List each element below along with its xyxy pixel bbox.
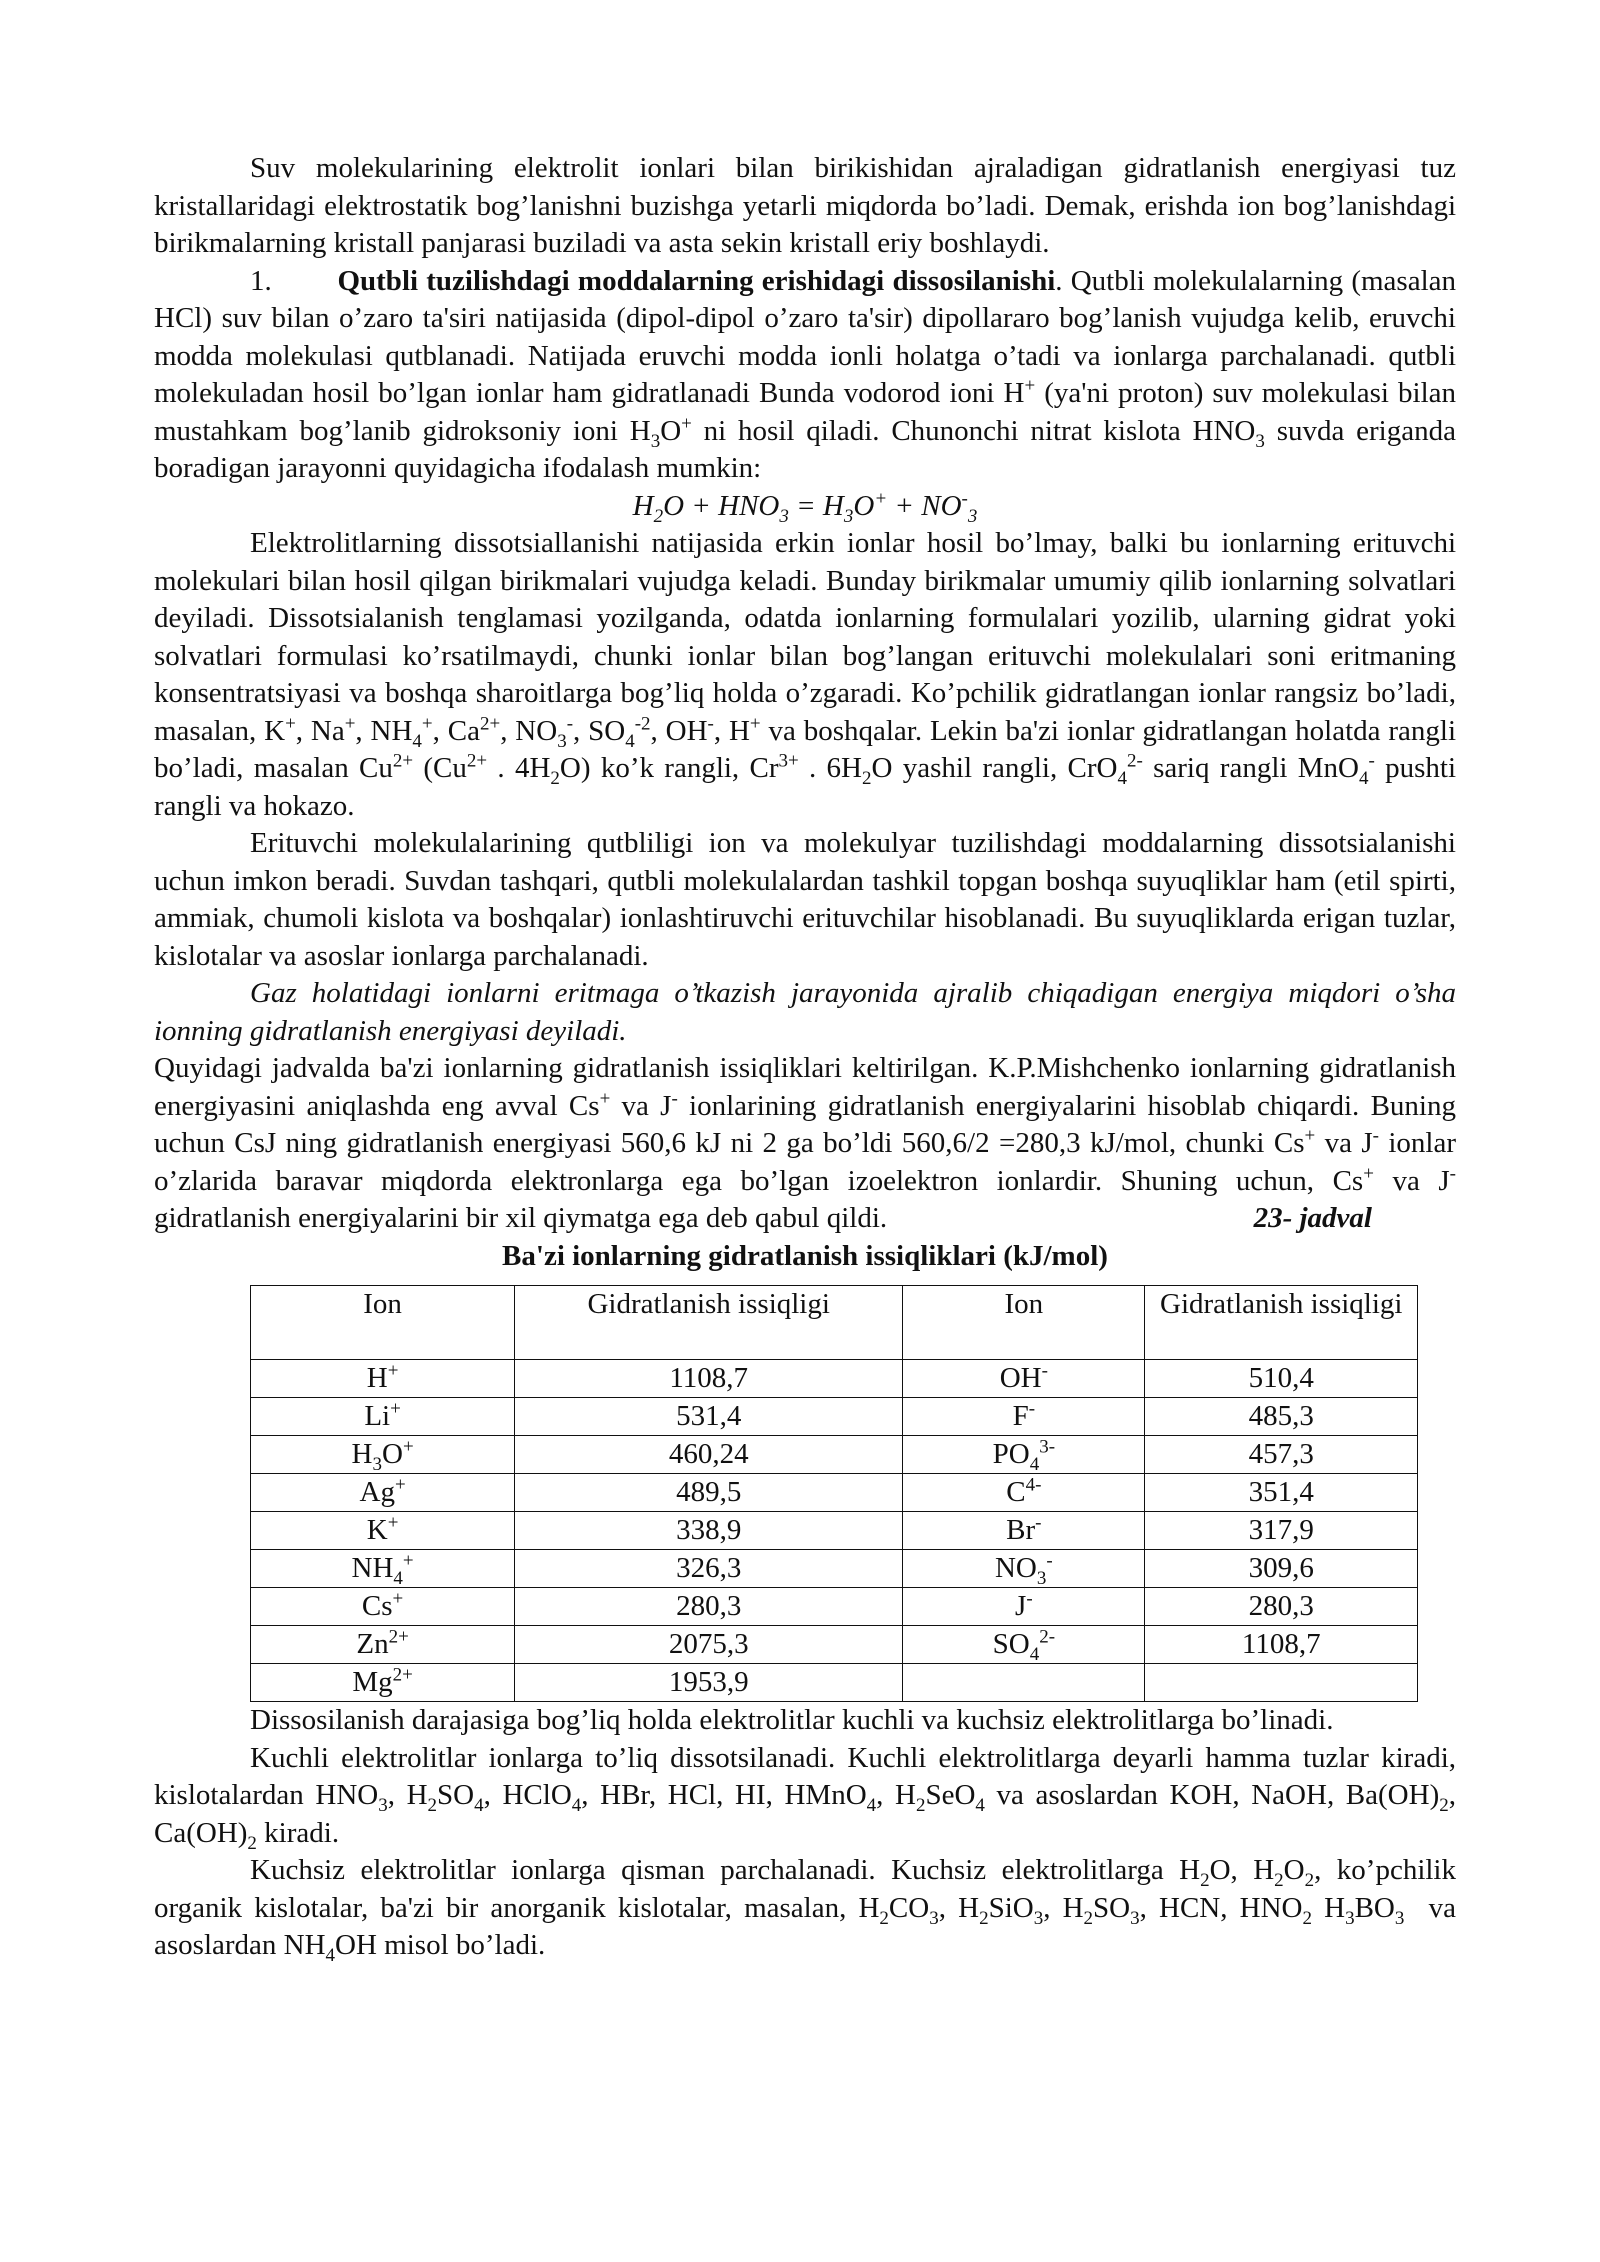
value-cell: 317,9 [1145,1512,1418,1550]
ion-cell: J- [903,1588,1145,1626]
ion-cell [903,1664,1145,1702]
value-cell: 531,4 [515,1398,903,1436]
solvates-text-c: O) ko’k rangli, Cr [559,752,779,784]
mishchenko-text-e: va J [1373,1164,1450,1197]
table-title: Ba'zi ionlarning gidratlanish issiqliklari (kJ/mol) [502,1239,1108,1272]
weak-text-c: OH misol bo’ladi. [335,1929,546,1961]
ion-cell: $NO_3^-$ [903,1550,1145,1588]
ion-cell: $C^{4-}$ [903,1474,1145,1512]
value-cell: 2075,3 [515,1626,903,1664]
mishchenko-text-f: gidratlanish energiyalarini bir xil qiymatga ega deb qabul qildi. [154,1202,888,1234]
mishchenko-text-c: ionlarining gidratlanish energiyalarini hisoblab chiqardi. Buning uchun CsJ ning gidratlanish energiyasi 560,6 kJ ni 2 ga bo’ldi 560,6/2 =280,3 kJ/mol, chunki Cs [154,1089,1456,1159]
definition-hydration-energy: Gaz holatidagi ionlarni eritmaga o’tkazish jarayonida ajralib chiqadigan energiya miqdori o’sha ionning gidratlanish energiyasi deyiladi. [154,977,1456,1047]
weak-text-b: ko’pchilik organik kislotalar, ba'zi bir anorganik kislotalar, masalan, H [154,1854,1456,1924]
mishchenko-text-a: Quyidagi jadvalda ba'zi ionlarning gidratlanish issiqliklari keltirilgan. K.P.Mishchenko ionlarning gidratlanish energiyasini aniqlashda eng avval Cs [154,1052,1456,1122]
ion-cell: $SO_4^{2-}$ [903,1626,1145,1664]
solvates-text-d: O yashil rangli, CrO [871,752,1118,784]
hydration-heat-table [250,1285,1418,1702]
value-cell: 338,9 [515,1512,903,1550]
table-row [251,1588,1418,1626]
paragraph-hydration-energy: Suv molekularining elektrolit ionlari bilan birikishidan ajraladigan gidratlanish energiyasi tuz kristallaridagi elektrostatik bog’lanishni buzishga yetarli miqdorda bo’ladi. Demak, erishda ion bog’lanishdagi birikmalarning kristall panjarasi buziladi va asta sekin kristall eriy boshlaydi. [154,152,1456,259]
paragraph-ionizing-solvents: Erituvchi molekulalarining qutbliligi ion va molekulyar tuzilishdagi moddalarning dissotsialanishi uchun imkon beradi. Suvdan tashqari, qutbli molekulalardan tashkil topgan boshqa suyuqliklar ham (etil spirti, ammiak, chumoli kislota va boshqalar) ionlashtiruvchi erituvchilar hisoblanadi. Bu suyuqliklarda erigan tuzlar, kislotalar va asoslar ionlarga parchalanadi. [154,827,1456,972]
header-ion-left: Ion [251,1286,515,1360]
ion-cell: F- [903,1398,1145,1436]
point-number: 1. [250,264,272,297]
table-row [251,1360,1418,1398]
value-cell: 280,3 [515,1588,903,1626]
paragraph-strong-electrolytes: Kuchli elektrolitlar ionlarga to’liq dissotsilanadi. Kuchli elektrolitlarga deyarli hamma tuzlar kiradi, kislotalardan $HNO_3$, $H_2SO_4$, HClO$_4$, HBr, HCl, HI, HMnO$_4$, $H_2SeO_4$ va asoslardan KOH, NaOH, $Ba(OH)_2$, $Ca(OH)_2$ kiradi. [154,1741,1456,1854]
solvates-text-a: Elektrolitlarning dissotsiallanishi natijasida erkin ionlar hosil bo’lmay, balki bu ionlarning erituvchi molekulari bilan hosil qilgan birikmalari vujudga keladi. Bunday birikmalar umumiy qilib ionlarning solvatlari deyiladi. Dissotsialanish tenglamasi yozilganda, odatda ionlarning formulalari yozilib, ularning gidrat yoki solvatlari formulasi ko’rsatilmaydi, chunki ionlar bilan bog’langan erituvchi molekulalari soni eritmaning konsentratsiyasi va boshqa sharoitlarga bog’liq holda o’zgaradi. Ko’pchilik gidratlangan ionlar rangsiz bo’ladi, masalan, K [154,527,1456,747]
header-heat-right: Gidratlanish issiqligi [1145,1286,1418,1360]
solvates-text-e: sariq rangli MnO [1142,752,1359,784]
value-cell: 485,3 [1145,1398,1418,1436]
value-cell [1145,1664,1418,1702]
paragraph-polar-dissociation: 1. Qutbli tuzilishdagi moddalarning erishidagi dissosilanishi. Qutbli molekulalarning (masalan HCl) suv bilan o’zaro ta'siri natijasida (dipol-dipol o’zaro ta'sir) dipollararo bog’lanish vujudga kelib, eruvchi modda molekulasi qutblanadi. Natijada eruvchi modda ionli holatga o’tadi va ionlarga parchalanadi. qutbli molekuladan hosil bo’lgan ionlar ham gidratlanadi Bunda vodorod ioni H+ (ya'ni proton) suv molekulasi bilan mustahkam bog’lanib gidroksoniy ioni $H_3O^+$ ni hosil qiladi. Chunonchi nitrat kislota $HNO_3$ suvda eriganda boradigan jarayonni quyidagicha ifodalash mumkin: [154,264,1457,484]
table-row [251,1550,1418,1588]
table-row [251,1512,1418,1550]
ion-cell: Li+ [251,1398,515,1436]
weak-text-a: Kuchsiz elektrolitlar ionlarga qisman parchalanadi. Kuchsiz elektrolitlarga H [250,1854,1201,1886]
ion-cell: Br- [903,1512,1145,1550]
point-text-c: ni hosil qiladi. Chunonchi nitrat kislota HNO [691,414,1256,447]
paragraph-solvates: Elektrolitlarning dissotsiallanishi natijasida erkin ionlar hosil bo’lmay, balki bu ionlarning erituvchi molekulari bilan hosil qilgan birikmalari vujudga keladi. Bunday birikmalar umumiy qilib ionlarning solvatlari deyiladi. Dissotsialanish tenglamasi yozilganda, odatda ionlarning formulalari yozilib, ularning gidrat yoki solvatlari formulasi ko’rsatilmaydi, chunki ionlar bilan bog’langan erituvchi molekulalari soni eritmaning konsentratsiyasi va boshqa sharoitlarga bog’liq holda o’zgaradi. Ko’pchilik gidratlangan ionlar rangsiz bo’ladi, masalan, K+, Na+, $NH_4^+$, $Ca^{2+}$, $NO_3^-$, $SO_4^{-2}$, OH-, H+ va boshqalar. Lekin ba'zi ionlar gidratlangan holatda rangli bo’ladi, masalan $Cu^{2+}$ ($Cu^{2+}$ . $4H_2O$) ko’k rangli, $Cr^{3+}$ . $6H_2O$ yashil rangli, CrO$_4^{2-}$ sariq rangli MnO$_4$- pushti rangli va hokazo. [154,527,1456,822]
value-cell: 351,4 [1145,1474,1418,1512]
table-row [251,1626,1418,1664]
document-page [154,150,1456,1965]
point-text-d: suvda eriganda boradigan jarayonni quyidagicha ifodalash mumkin: [154,414,1456,484]
ion-cell: Ag+ [251,1474,515,1512]
value-cell: 489,5 [515,1474,903,1512]
table-row [251,1664,1418,1702]
value-cell: 460,24 [515,1436,903,1474]
mishchenko-text-d: ionlar o’zlarida baravar miqdorda elektronlarga ega bo’lgan izoelektron ionlardir. Shuning uchun, Cs [154,1127,1456,1197]
value-cell: 309,6 [1145,1550,1418,1588]
reaction-equation: $H_2O + HNO_3 = H_3O^+ + NO^-_3$ [632,487,978,527]
paragraph-classification: Dissosilanish darajasiga bog’liq holda elektrolitlar kuchli va kuchsiz elektrolitlarga bo’linadi. [250,1704,1334,1736]
strong-text-a: Kuchli elektrolitlar ionlarga to’liq dissotsilanadi. Kuchli elektrolitlarga deyarli hamma tuzlar kiradi, kislotalardan HNO [154,1741,1456,1811]
value-cell: 1108,7 [1145,1626,1418,1664]
ion-cell: Cs+ [251,1588,515,1626]
ion-cell: $Mg^{2+}$ [251,1664,515,1702]
table-header-row [251,1286,1418,1360]
table-caption: 23- jadval [1253,1202,1372,1234]
solvates-text-b: va boshqalar. Lekin ba'zi ionlar gidratlangan holatda rangli bo’ladi, masalan Cu [154,714,1456,784]
ion-cell: H+ [251,1360,515,1398]
ion-cell: $Zn^{2+}$ [251,1626,515,1664]
value-cell: 280,3 [1145,1588,1418,1626]
value-cell: 457,3 [1145,1436,1418,1474]
strong-text-b: va asoslardan KOH, NaOH, Ba(OH) [984,1779,1440,1811]
point-text-b: (ya'ni proton) suv molekulasi bilan mustahkam bog’lanib gidroksoniy ioni H [154,377,1456,447]
table-row [251,1436,1418,1474]
ion-cell: $PO_4^{3-}$ [903,1436,1145,1474]
point-text-a: Qutbli molekulalarning (masalan HCl) suv bilan o’zaro ta'siri natijasida (dipol-dipol o’zaro ta'sir) dipollararo bog’lanish vujudga kelib, eruvchi modda molekulasi qutblanadi. Natijada eruvchi modda ionli holatga o’tadi va ionlarga parchalanadi. qutbli molekuladan hosil bo’lgan ionlar ham gidratlanadi Bunda vodorod ioni H [154,264,1457,409]
ion-cell: $NH_4^+$ [251,1550,515,1588]
strong-text-c: kiradi. [256,1816,340,1849]
header-heat-left: Gidratlanish issiqligi [515,1286,903,1360]
value-cell: 1108,7 [515,1360,903,1398]
paragraph-mishchenko: Quyidagi jadvalda ba'zi ionlarning gidratlanish issiqliklari keltirilgan. K.P.Mishchenko ionlarning gidratlanish energiyasini aniqlashda eng avval Cs+ va J- ionlarining gidratlanish energiyalarini hisoblab chiqardi. Buning uchun CsJ ning gidratlanish energiyasi 560,6 kJ ni 2 ga bo’ldi 560,6/2 =280,3 kJ/mol, chunki Cs+ va J- ionlar o’zlarida baravar miqdorda elektronlarga ega bo’lgan izoelektron ionlardir. Shuning uchun, Cs+ va J- gidratlanish energiyalarini bir xil qiymatga ega deb qabul qildi. [154,1052,1456,1234]
header-ion-right: Ion [903,1286,1145,1360]
table-row [251,1474,1418,1512]
ion-cell: K+ [251,1512,515,1550]
ion-cell: OH- [903,1360,1145,1398]
paragraph-weak-electrolytes: Kuchsiz elektrolitlar ionlarga qisman parchalanadi. Kuchsiz elektrolitlarga $H_2O$, $H_2O_2$, ko’pchilik organik kislotalar, ba'zi bir anorganik kislotalar, masalan, $H_2CO_3$, $H_2SiO_3$, $H_2SO_3$, HCN, $HNO_2$ $H_3BO_3$ va asoslardan $NH_4OH$ misol bo’ladi. [154,1854,1457,1966]
value-cell: 1953,9 [515,1664,903,1702]
mishchenko-text-b: va J [610,1089,672,1122]
solvates-text-f: pushti rangli va hokazo. [154,752,1456,822]
point-heading: Qutbli tuzilishdagi moddalarning erishidagi dissosilanishi [337,264,1056,297]
value-cell: 326,3 [515,1550,903,1588]
table-row [251,1398,1418,1436]
value-cell: 510,4 [1145,1360,1418,1398]
ion-cell: $H_3O^+$ [251,1436,515,1474]
